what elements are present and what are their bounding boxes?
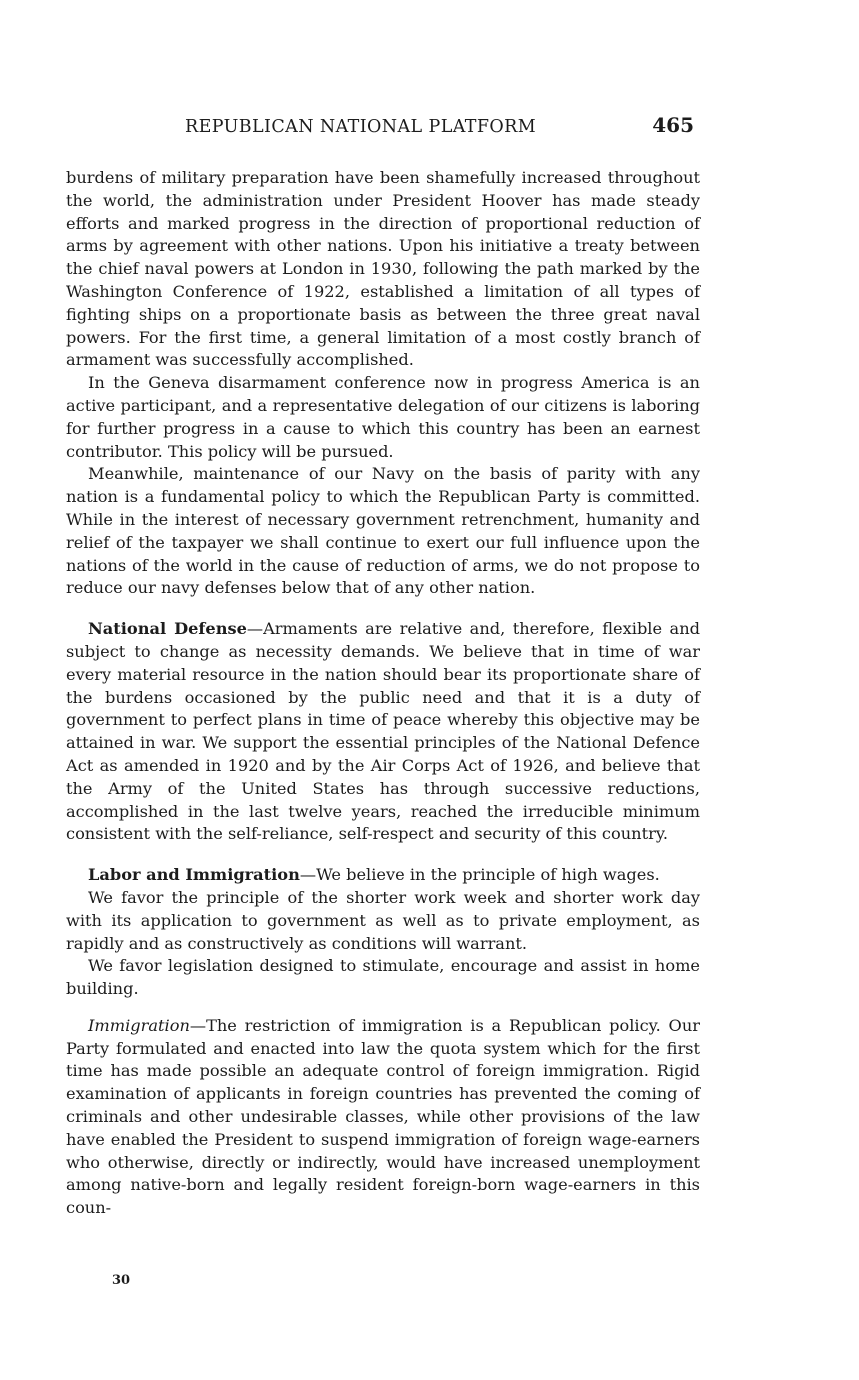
body-text [66, 167, 700, 1220]
paragraph-text: We favor legislation designed to stimulate, encourage and assist in home building. [66, 956, 700, 999]
section-heading: Immigration [88, 1015, 190, 1035]
running-head [66, 113, 700, 143]
paragraph-geneva-conference [66, 372, 700, 463]
section-heading: Labor and Immigration [88, 865, 300, 885]
paragraph-text: We favor the principle of the shorter work week and shorter work day with its application to government as well as to private employment, as rapidly and as constructively as conditions will warrant. [66, 887, 700, 953]
page-number: 465 [652, 113, 694, 137]
paragraph-text: In the Geneva disarmament conference now in progress America is an active participant, and a representative delegation of our citizens is laboring for further progress in a cause to which this country has been an earnest contributor. This policy will be pursued. [66, 373, 700, 461]
signature-mark: 30 [112, 1273, 131, 1288]
running-title: REPUBLICAN NATIONAL PLATFORM [185, 117, 537, 137]
section-national-defense [66, 618, 700, 846]
paragraph-text: —The restriction of immigration is a Republican policy. Our Party formulated and enacted into law the quota system which for the first time has made possible an adequate control of foreign immigration. Rigid examination of applicants in foreign countries has prevented the coming of criminals and other undesirable classes, while other provisions of the law have enabled the President to suspend immigration of foreign wage-earners who otherwise, directly or indirectly, would have increased unemployment among native-born and legally resident foreign-born wage-earners in this coun- [66, 1015, 700, 1218]
paragraph-text: —We believe in the principle of high wages. [299, 865, 660, 885]
section-heading: National Defense [88, 619, 247, 639]
paragraph-text: Meanwhile, maintenance of our Navy on the basis of parity with any nation is a fundamental policy to which the Republican Party is committed. While in the interest of necessary government retrenchment, humanity and relief of the taxpayer we shall continue to exert our full influence upon the nations of the world in the cause of reduction of arms, we do not propose to reduce our navy defenses below that of any other nation. [66, 464, 700, 598]
paragraph-navy-parity [66, 463, 700, 600]
paragraph-text: —Armaments are relative and, therefore, flexible and subject to change as necessity demands. We believe that in time of war every material resource in the nation should bear its proportionate share of the burdens occasioned by the public need and that it is a duty of government to perfect plans in time of peace whereby this objective may be attained in war. We support the essential principles of the National Defence Act as amended in 1920 and by the Air Corps Act of 1926, and believe that the Army of the United States has through successive reductions, accomplished in the last twelve years, reached the irreducible minimum consistent with the self-reliance, self-respect and security of this country. [66, 619, 700, 844]
paragraph-naval-limitation [66, 167, 700, 372]
paragraph-shorter-work-week [66, 887, 700, 955]
section-immigration [66, 1015, 700, 1220]
paragraph-home-building [66, 955, 700, 1001]
section-labor-immigration [66, 864, 700, 887]
paragraph-text: burdens of military preparation have been shamefully increased throughout the world, the administration under President Hoover has made steady efforts and marked progress in the direction of proportional reduction of arms by agreement with other nations. Upon his initiative a treaty between the chief naval powers at London in 1930, following the path marked by the Washington Conference of 1922, established a limitation of all types of fighting ships on a proportionate basis as between the three great naval powers. For the first time, a general limitation of a most costly branch of armament was successfully accomplished. [66, 168, 700, 370]
